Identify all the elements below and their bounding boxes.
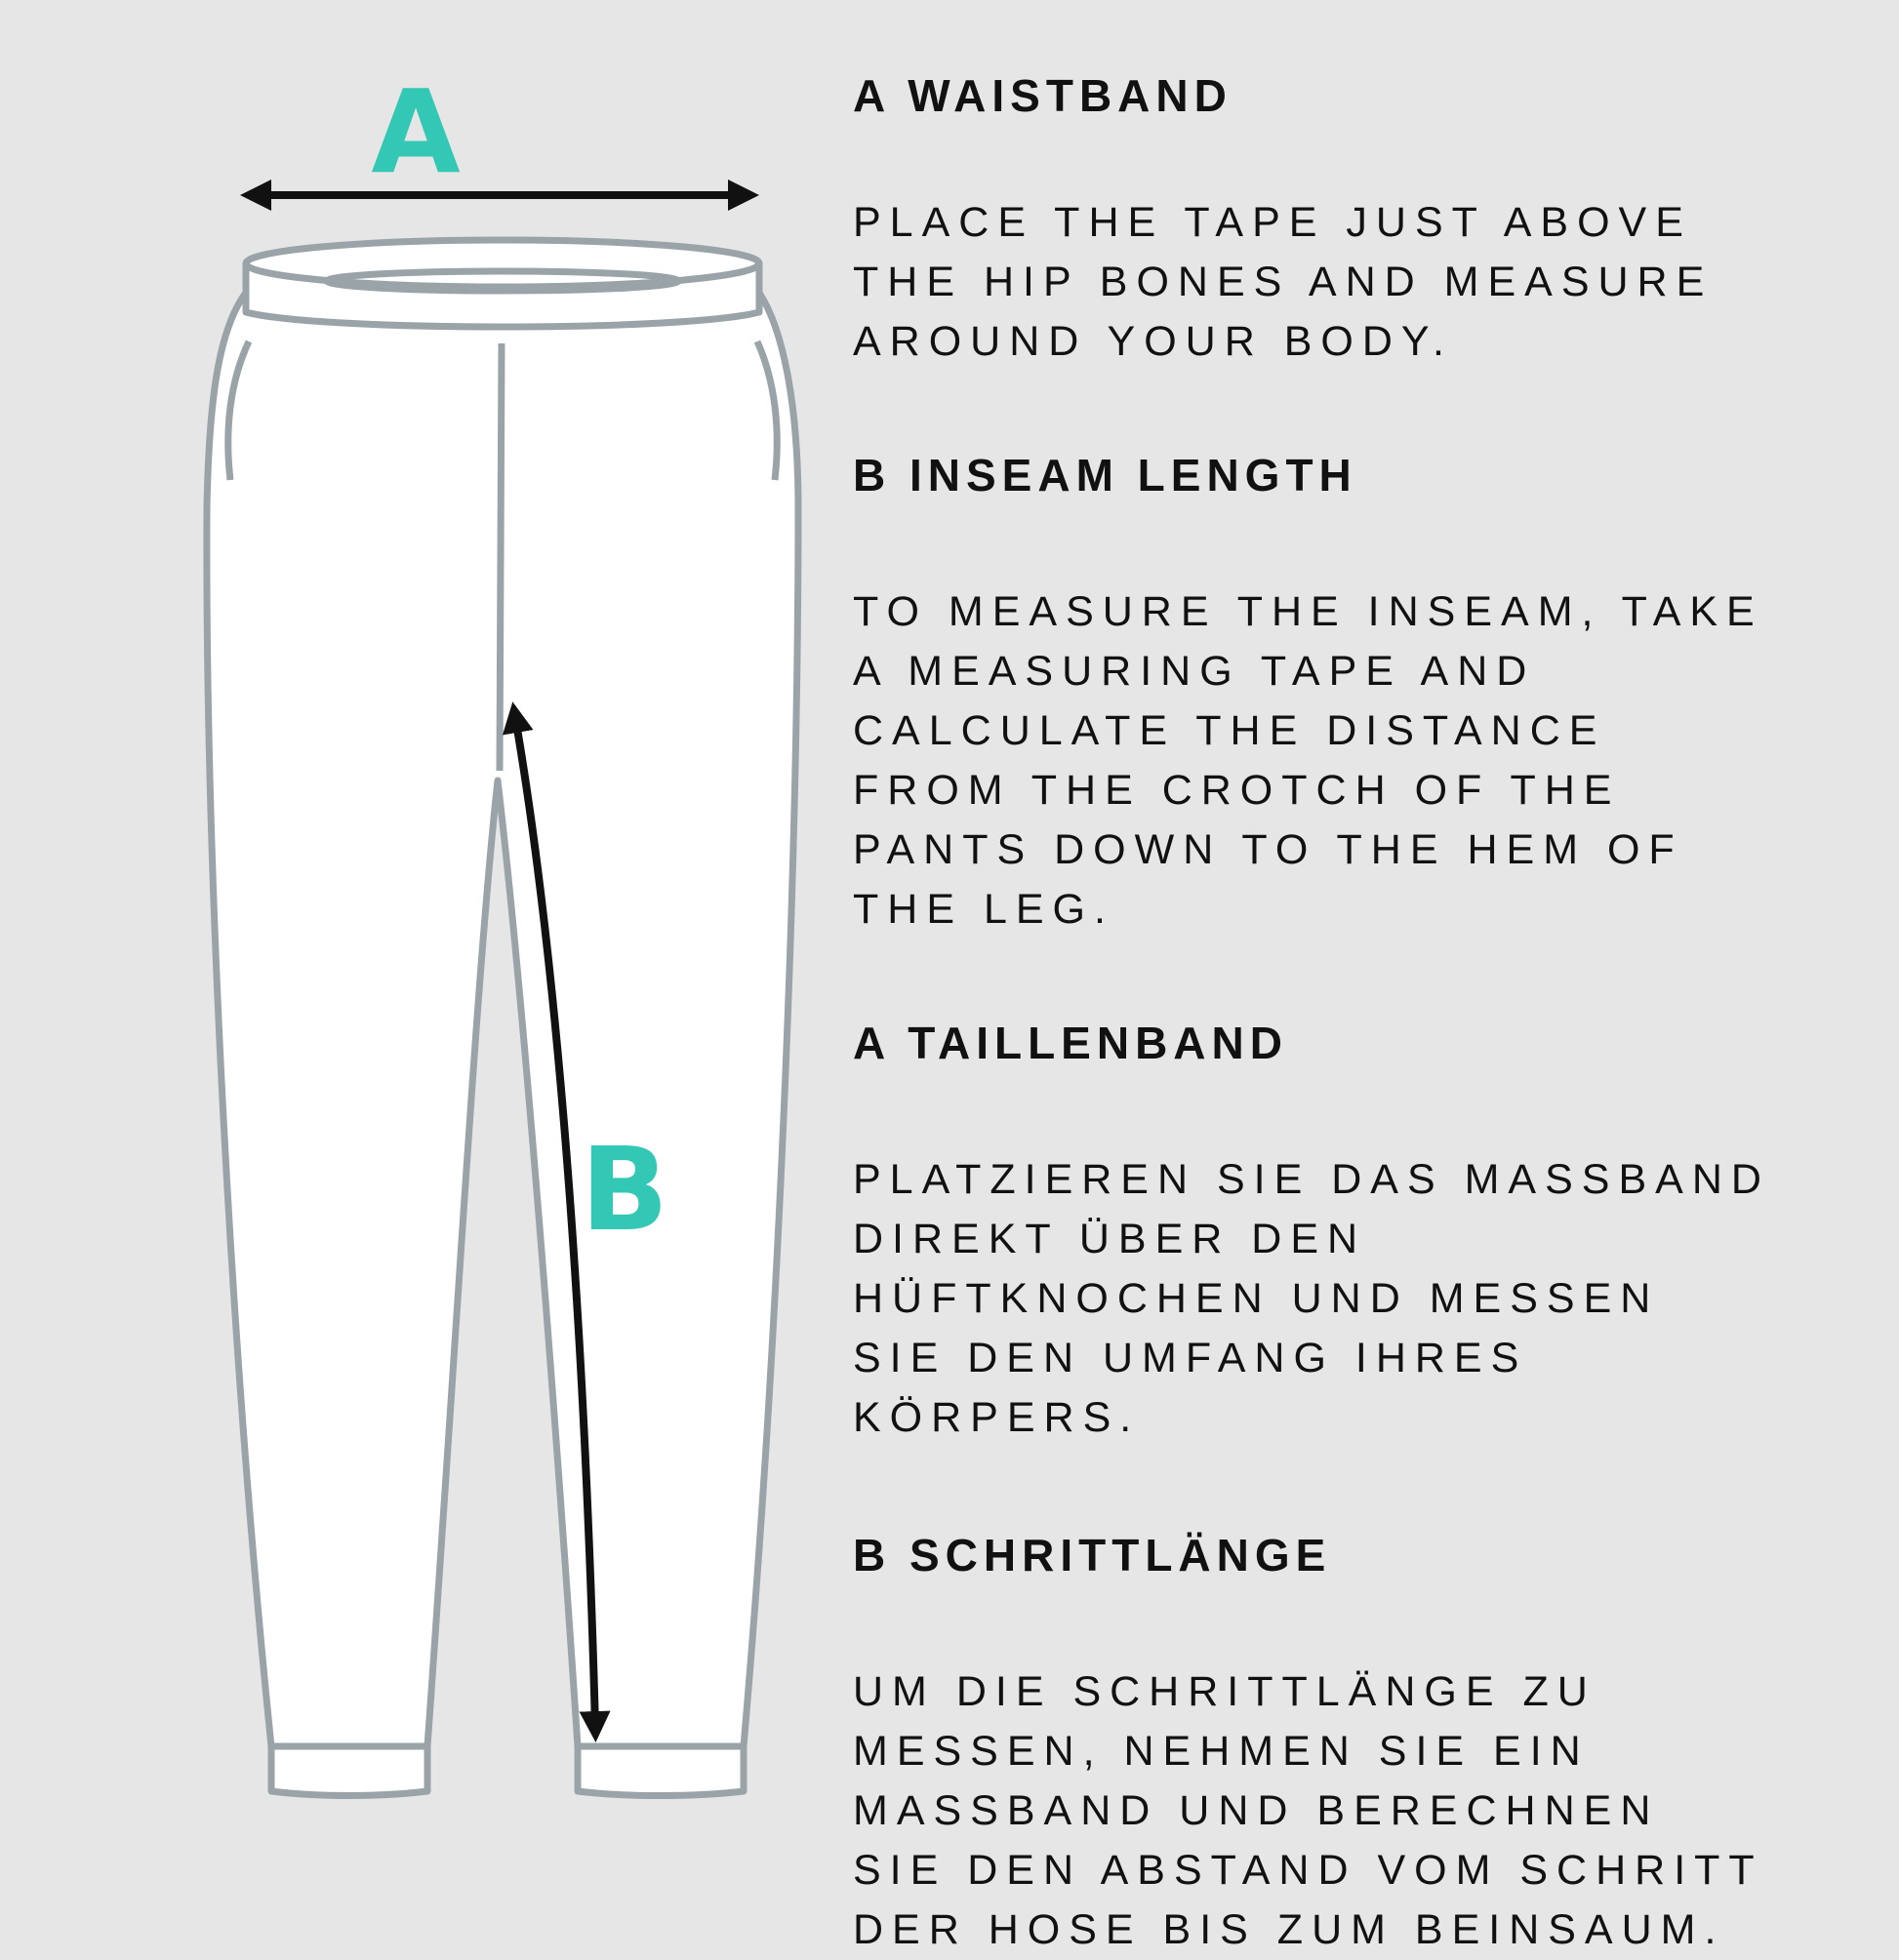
taillenband-heading: A TAILLENBAND: [853, 1018, 1288, 1068]
taillenband-instructions: PLATZIEREN SIE DAS MASSBAND DIREKT ÜBER DEN HÜFTKNOCHEN UND MESSEN SIE DEN UMFANG IHRES KÖRPERS.: [853, 1156, 1770, 1441]
label-b-marker: B: [581, 1122, 668, 1257]
schrittlaenge-heading: B SCHRITTLÄNGE: [853, 1530, 1332, 1580]
label-a-marker: A: [371, 64, 461, 199]
waistband-instructions: PLACE THE TAPE JUST ABOVE THE HIP BONES AND MEASURE AROUND YOUR BODY.: [853, 199, 1714, 365]
inseam-instructions: TO MEASURE THE INSEAM, TAKE A MEASURING TAPE AND CALCULATE THE DISTANCE FROM THE CROTCH OF THE PANTS DOWN TO THE HEM OF THE LEG.: [853, 588, 1763, 933]
schrittlaenge-instructions: UM DIE SCHRITTLÄNGE ZU MESSEN, NEHMEN SIE EIN MASSBAND UND BERECHNEN SIE DEN ABSTAND VOM SCHRITT DER HOSE BIS ZUM BEINSAUM.: [853, 1668, 1763, 1953]
instructions-panel: [853, 68, 1887, 1960]
inseam-heading: B INSEAM LENGTH: [853, 450, 1357, 500]
pants-outline-icon: [207, 240, 798, 1796]
waistband-heading: A WAISTBAND: [853, 70, 1232, 121]
pants-diagram: [0, 0, 839, 1899]
